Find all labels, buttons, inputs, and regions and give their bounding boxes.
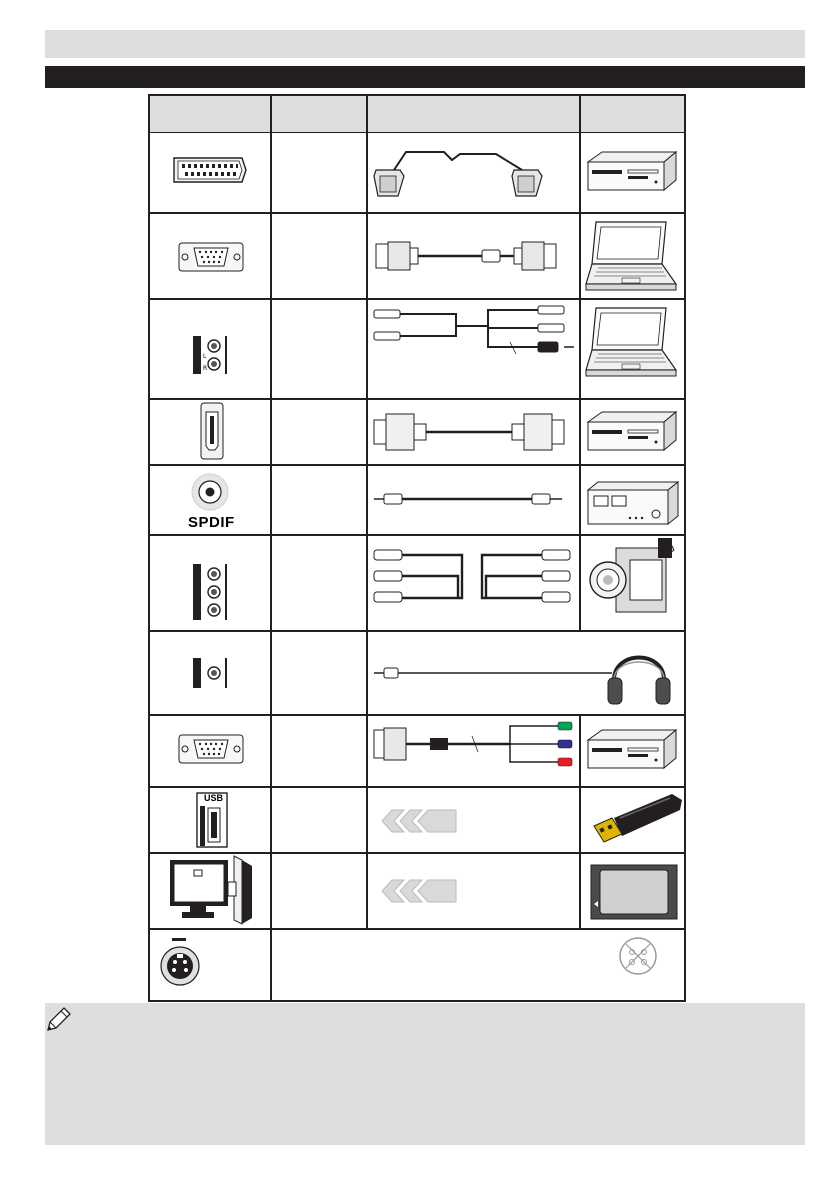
headphone-socket-icon — [192, 656, 230, 690]
usb-direction-arrows-icon — [378, 808, 458, 834]
connection-table — [148, 94, 686, 1002]
svideo-plug-icon — [616, 934, 660, 978]
ci-module-icon — [590, 864, 678, 920]
camcorder-icon — [586, 536, 678, 624]
row-divider — [150, 464, 684, 466]
spdif-socket-icon — [190, 472, 230, 512]
dvd-recorder-icon — [586, 150, 678, 192]
spdif-label: SPDIF — [188, 514, 235, 531]
row-divider — [150, 630, 684, 632]
ypbpr-cable-icon — [372, 720, 578, 772]
usb-stick-icon — [586, 790, 684, 846]
column-divider — [366, 96, 368, 928]
vga-cable-icon — [374, 236, 564, 276]
svg-text:R: R — [203, 365, 208, 372]
av-socket-icon — [192, 562, 230, 622]
row-divider — [150, 714, 684, 716]
row-divider — [150, 212, 684, 214]
laptop-icon — [582, 220, 678, 296]
svg-text:L: L — [203, 353, 207, 360]
vga-socket-icon — [178, 242, 244, 272]
audio-cable-icon — [370, 302, 578, 362]
row-divider — [150, 928, 684, 930]
svideo-socket-icon — [158, 938, 202, 988]
hdmi-socket-icon — [200, 402, 224, 460]
table-header-row — [150, 96, 684, 133]
av-cable-icon — [370, 546, 580, 610]
column-divider — [270, 96, 272, 1002]
amplifier-icon — [586, 480, 680, 526]
column-divider — [579, 714, 581, 928]
note-panel — [45, 1003, 805, 1145]
tv-ci-slot-icon — [168, 854, 264, 926]
row-divider — [150, 298, 684, 300]
dvd-recorder-icon — [586, 728, 678, 770]
headphone-cable-icon — [374, 666, 614, 680]
hdmi-cable-icon — [372, 410, 572, 454]
coaxial-cable-icon — [374, 490, 564, 508]
headphones-icon — [606, 640, 672, 710]
usb-label: USB — [204, 793, 224, 803]
ypbpr-vga-socket-icon — [178, 734, 244, 764]
row-divider — [150, 786, 684, 788]
ci-direction-arrows-icon — [378, 878, 458, 904]
audio-in-socket-icon — [192, 334, 230, 376]
scart-socket-icon — [172, 156, 248, 184]
pencil-note-icon — [44, 1004, 74, 1034]
section-title-bar — [45, 66, 805, 88]
header-band — [45, 30, 805, 58]
scart-cable-icon — [372, 146, 552, 198]
laptop-icon — [582, 306, 678, 382]
row-divider — [150, 398, 684, 400]
dvd-recorder-icon — [586, 410, 678, 452]
